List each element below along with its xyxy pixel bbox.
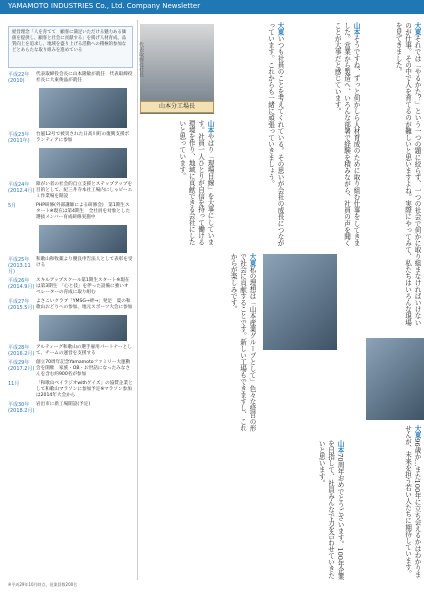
interview-photo: [262, 253, 338, 351]
interview-text: 私の理想は「山本産業グループとして」色々な経営の形で社会に貢献することです。新しい工場もできますし、これからが楽しみです。: [229, 253, 256, 432]
interview-text: 70周年おめでとうございます。100年企業を目指して、社員みんなで力を合わせていきたいと思います。: [317, 440, 344, 580]
column-divider: [137, 20, 138, 580]
timeline-year: 平成24年(2012.4月): [8, 182, 35, 194]
interview-column: [218, 22, 284, 247]
timeline-event: [8, 381, 133, 399]
timeline-year: 平成23年(2011年): [8, 132, 30, 144]
timeline-year: 平成30年(2018.2月): [8, 402, 35, 414]
timeline-event: [8, 278, 133, 296]
timeline-event: [8, 132, 133, 144]
timeline-year: 平成27年(2015.5月): [8, 299, 35, 311]
philosophy-note: 経営理念「人を育てて 顧客に満足いただける魅力ある価値を提供し、顧客と社会に貢献する」を掲げ人材育成、品質向上を追求し、地域を盛り上げる活動への積極的参加などとあらたな取り組みを進めている: [8, 26, 133, 68]
speaker-label: 大東: [413, 22, 421, 36]
timeline-text: 代表取締役会長に山本隆敏が就任 代表取締役社長に大東俊晶が就任: [36, 72, 133, 83]
interview-text: 96歳か…また100年に立ち会えるかはわかりませんが、未来を担う若い人たちに期待しています。: [403, 425, 421, 578]
timeline-year: 平成22年(2010): [8, 72, 30, 84]
timeline-event: [8, 360, 133, 378]
footnote: ※平成29年10月時点、従業員数200名: [8, 582, 78, 587]
timeline-year: 5月: [8, 203, 17, 209]
timeline-photo: [38, 224, 128, 254]
timeline-text: 和歌山和牧薬より優良申告法人として表彰を受ける: [36, 257, 133, 268]
interview-column: [288, 22, 360, 247]
timeline-event: [8, 257, 133, 275]
timeline-event: [8, 203, 133, 221]
timeline-text: よさこいクラブ「YMSG→絆→」発足 夏の和歌山おどりへの参加、地元スポーツ大会に参加: [36, 299, 133, 310]
speaker-label: 大東: [276, 22, 284, 36]
timeline-year: 11月: [8, 381, 20, 387]
nameplate: 山本分工場長: [140, 101, 214, 113]
timeline-photo: [38, 314, 128, 342]
interview-column: [144, 440, 344, 580]
timeline-year: 平成26年(2014.9月): [8, 278, 35, 290]
timeline-event: [8, 345, 133, 357]
timeline-photo: [38, 87, 128, 129]
newsletter-header: [0, 0, 424, 14]
timeline-text: 岩出市に新工場開設(予定): [36, 402, 91, 407]
speaker-label: 大東: [248, 253, 256, 267]
photo-caption: 代表取締役社長: [138, 42, 144, 77]
speaker-label: 山本: [336, 440, 344, 454]
timeline-event: [8, 402, 133, 414]
timeline-text: 「和歌山ベイラジオwithゲイズ」の協賛企業として和歌山マラソンに参加予定※マラソン参加は2014年大会から: [36, 381, 133, 398]
timeline: [8, 72, 133, 414]
timeline-text: 障がい者の社会的自立支援とステップアップを目的として、紀三井寺本社工場内にしゃピーエミ作業場を開設: [36, 182, 133, 199]
interview-text: そうですね、ずっと何かしら人材育成のために取り組む仕事をしてきました。営業から製造へ、いろんな部署で経験を積みながら、社員の声を聞くことが大事だと感じています。: [333, 22, 360, 247]
newsletter-title: YAMAMOTO INDUSTRIES Co., Ltd. Company Newsletter: [8, 2, 201, 10]
timeline-text: PHP研修(外部講師による研修会) 第1期生スタート※現在は第4期生 全社員を対象とした選抜メンバー育成研修実施中: [36, 203, 131, 220]
timeline-year: 平成29年(2017.2月): [8, 360, 35, 372]
timeline-event: [8, 299, 133, 311]
timeline-text: 台風12号で被災された日高川町の復興支援ボランティアに参加: [36, 132, 130, 143]
timeline-text: スキルアップスクール第1期生スタート※現在は第3期生 「心と技」を伴った設備に強いオペレーターの育成に取り組む: [36, 278, 130, 295]
timeline-year: 平成25年(2013.11月): [8, 257, 31, 275]
interview-photo: [365, 337, 424, 421]
interview-text: それでは「やるかた？」という一つの題に絞らず、一つの社会で何かに取り組まなければいけないのが仕事。その中で人を育てるのが難しいと思いますよね。実際にやってみて、私たちはいろんな現場を見てきました。: [394, 22, 421, 326]
timeline-event: [8, 182, 133, 200]
timeline-text: アルティーグ和歌山の選手雇用パートナーとして、チームの運営を支援する: [36, 345, 132, 356]
interview-column: [144, 120, 214, 247]
speaker-label: 山本: [352, 22, 360, 36]
timeline-event: [8, 72, 133, 84]
interview-text: やはり「現場目線」を大事にしています。社員一人ひとりが自信を持って働ける環境を作り、地域に貢献できる会社にしたいと思っています。: [177, 120, 214, 246]
interview-column: [365, 22, 421, 332]
interview-column: [345, 425, 421, 580]
timeline-text: 創立70周年記念Yamamotoファミリー大運動会を開催 家族・OB・お世話になったみなさんを含む約900名が参加: [36, 360, 131, 377]
timeline-photo: [38, 147, 128, 179]
interview-text: いつも社員のことを考えてくれている。その思いが会社の成長につながっています。これからも一緒に頑張っていきましょう。: [266, 22, 284, 247]
speaker-label: 大東: [413, 425, 421, 439]
interview-column: [144, 253, 256, 433]
timeline-year: 平成28年(2016.2月): [8, 345, 35, 357]
speaker-label: 山本: [206, 120, 214, 134]
history-sidebar: [8, 26, 133, 586]
